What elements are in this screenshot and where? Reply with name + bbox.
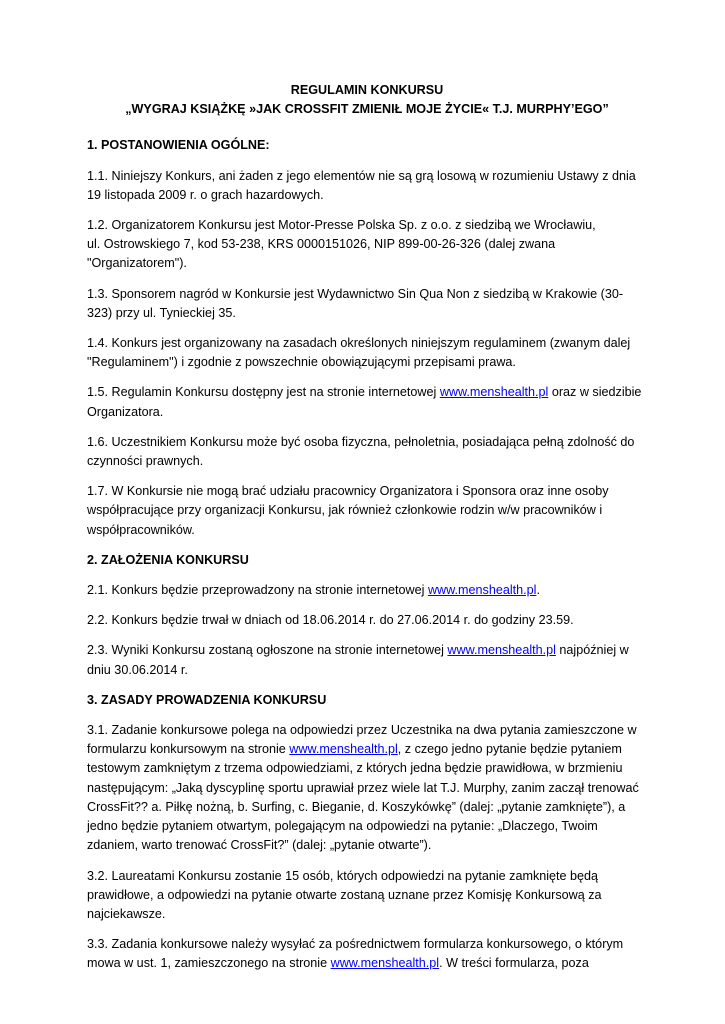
paragraph-3-3 (87, 935, 647, 973)
paragraph-2-1 (87, 581, 647, 600)
paragraph-1-5-text-a: 1.5. Regulamin Konkursu dostępny jest na stronie internetowej (87, 385, 440, 400)
paragraph-1-5-text-b: oraz w siedzibie Organizatora. (87, 385, 642, 419)
paragraph-3-3-text-a: 3.3. Zadania konkursowe należy wysyłać za pośrednictwem formularza konkursowego, o którym mowa w ust. 1, zamieszczonego na stronie (87, 937, 624, 971)
paragraph-2-3-text-a: 2.3. Wyniki Konkursu zostaną ogłoszone na stronie internetowej (87, 643, 448, 658)
paragraph-3-1 (87, 721, 647, 855)
document-title (87, 81, 647, 119)
paragraph-1-2-line-b: ul. Ostrowskiego 7, kod 53-238, KRS 0000151026, NIP 899-00-26-326 (dalej zwana "Organizatorem"). (87, 237, 556, 271)
section-1-heading: 1. POSTANOWIENIA OGÓLNE: (87, 138, 270, 153)
title-line-2: „WYGRAJ KSIĄŻKĘ »JAK CROSSFIT ZMIENIŁ MOJE ŻYCIE« T.J. MURPHY’EGO” (125, 102, 609, 117)
paragraph-1-5 (87, 383, 647, 421)
paragraph-1-4: 1.4. Konkurs jest organizowany na zasadach określonych niniejszym regulaminem (zwanym dalej "Regulaminem") i zgodnie z powszechnie obowiązującymi przepisami prawa. (87, 336, 631, 370)
section-2-heading: 2. ZAŁOŻENIA KONKURSU (87, 552, 249, 567)
paragraph-2-3-text-b: najpóźniej w dniu 30.06.2014 r. (87, 643, 629, 677)
paragraph-1-6: 1.6. Uczestnikiem Konkursu może być osoba fizyczna, pełnoletnia, posiadająca pełną zdolność do czynności prawnych. (87, 434, 635, 469)
paragraph-1-2-line-a: 1.2. Organizatorem Konkursu jest Motor-Presse Polska Sp. z o.o. z siedzibą we Wrocławiu, (87, 218, 596, 233)
paragraph-3-3-text-b: . W treści formularza, poza (439, 956, 589, 971)
paragraph-2-1-text-b: . (536, 583, 540, 598)
menshealth-link[interactable]: www.menshealth.pl (330, 956, 440, 971)
paragraph-3-1-text-b: , z czego jedno pytanie będzie pytaniem testowym zamkniętym z trzema odpowiedziami, z których jedna będzie prawidłowa, w brzmieniu następującym: „Jaką dyscyplinę sportu uprawiał przez wiele lat T.J. Murphy, zanim zaczął trenować CrossFit?? a. Piłkę nożną, b. Surfing, c. Bieganie, d. Koszykówkę” (dalej: „pytanie zamknięte”), a jedno będzie pytaniem otwartym, polegającym na odpowiedzi na pytanie: „Dlaczego, Twoim zdaniem, warto trenować CrossFit?” (dalej: „pytanie otwarte”). (87, 742, 639, 853)
paragraph-2-3 (87, 641, 647, 679)
menshealth-link[interactable]: www.menshealth.pl (427, 583, 537, 598)
paragraph-2-1-text-a: 2.1. Konkurs będzie przeprowadzony na stronie internetowej (87, 583, 428, 598)
title-line-1: REGULAMIN KONKURSU (290, 83, 444, 97)
paragraph-2-2: 2.2. Konkurs będzie trwał w dniach od 18.06.2014 r. do 27.06.2014 r. do godziny 23.59. (87, 613, 574, 628)
paragraph-1-2 (87, 216, 647, 274)
paragraph-1-7: 1.7. W Konkursie nie mogą brać udziału pracownicy Organizatora i Sponsora oraz inne osoby współpracujące przy organizacji Konkursu, jak również członkowie rodzin w/w pracowników i współpracowników. (87, 484, 609, 537)
paragraph-1-1: 1.1. Niniejszy Konkurs, ani żaden z jego elementów nie są grą losową w rozumieniu Ustawy z dnia 19 listopada 2009 r. o grach hazardowych. (87, 168, 636, 202)
paragraph-3-1-text-a: 3.1. Zadanie konkursowe polega na odpowiedzi przez Uczestnika na dwa pytania zamieszczone w formularzu konkursowym na stronie (87, 723, 637, 757)
paragraph-1-3: 1.3. Sponsorem nagród w Konkursie jest Wydawnictwo Sin Qua Non z siedzibą w Krakowie (30-323) przy ul. Tynieckiej 35. (87, 286, 624, 320)
menshealth-link[interactable]: www.menshealth.pl (439, 385, 549, 400)
document-content (87, 81, 647, 974)
menshealth-link[interactable]: www.menshealth.pl (289, 742, 398, 757)
paragraph-3-2: 3.2. Laureatami Konkursu zostanie 15 osób, których odpowiedzi na pytanie zamknięte będą prawidłowe, a odpowiedzi na pytanie otwarte zostaną uznane przez Komisję Konkursową za najciekawsze. (87, 868, 602, 921)
menshealth-link[interactable]: www.menshealth.pl (447, 643, 556, 658)
section-3-heading: 3. ZASADY PROWADZENIA KONKURSU (87, 692, 327, 707)
